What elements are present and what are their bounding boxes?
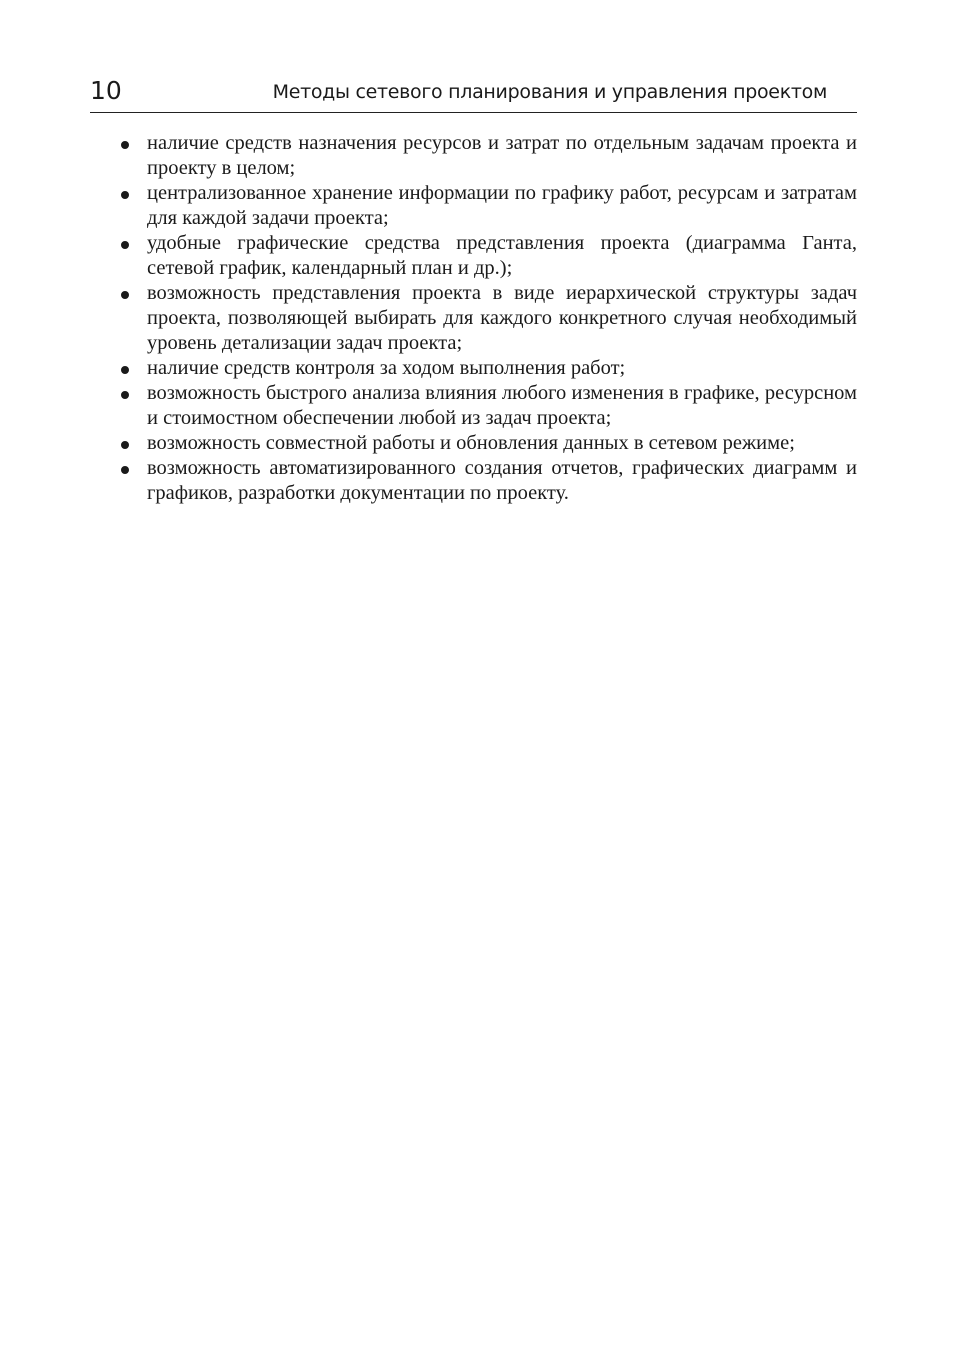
list-item [90,456,857,506]
feature-list [90,131,857,506]
running-header [90,0,857,113]
list-item-text: централизованное хранение информации по графику работ, ресурсам и затратам для каждой задачи проекта; [147,182,857,229]
list-item-text: возможность совместной работы и обновления данных в сетевом режиме; [147,432,795,454]
bullet-icon [121,141,129,149]
book-page [90,0,857,504]
bullet-icon [121,241,129,249]
list-item [90,431,857,456]
list-item [90,281,857,356]
list-item-text: возможность автоматизированного создания отчетов, графических диаграмм и графиков, разработки документации по проекту. [147,457,857,504]
bullet-icon [121,291,129,299]
list-item [90,356,857,381]
list-item-text: удобные графические средства представления проекта (диаграмма Ганта, сетевой график, календарный план и др.); [147,232,857,279]
list-item-text: возможность представления проекта в виде иерархической структуры задач проекта, позволяющей выбирать для каждого конкретного случая необходимый уровень детализации задач проекта; [147,282,857,354]
running-title: Методы сетевого планирования и управления проектом [272,81,827,103]
list-item [90,131,857,181]
list-item-text: наличие средств назначения ресурсов и затрат по отдельным задачам проекта и проекту в целом; [147,132,857,179]
page-number: 10 [90,76,122,105]
bullet-icon [121,441,129,449]
list-item [90,231,857,281]
bullet-icon [121,391,129,399]
list-item [90,181,857,231]
list-item-text: возможность быстрого анализа влияния любого изменения в графике, ресурсном и стоимостном обеспечении любой из задач проекта; [147,382,857,429]
list-item [90,381,857,431]
bullet-icon [121,366,129,374]
list-item-text: наличие средств контроля за ходом выполнения работ; [147,357,626,379]
bullet-icon [121,466,129,474]
bullet-icon [121,191,129,199]
